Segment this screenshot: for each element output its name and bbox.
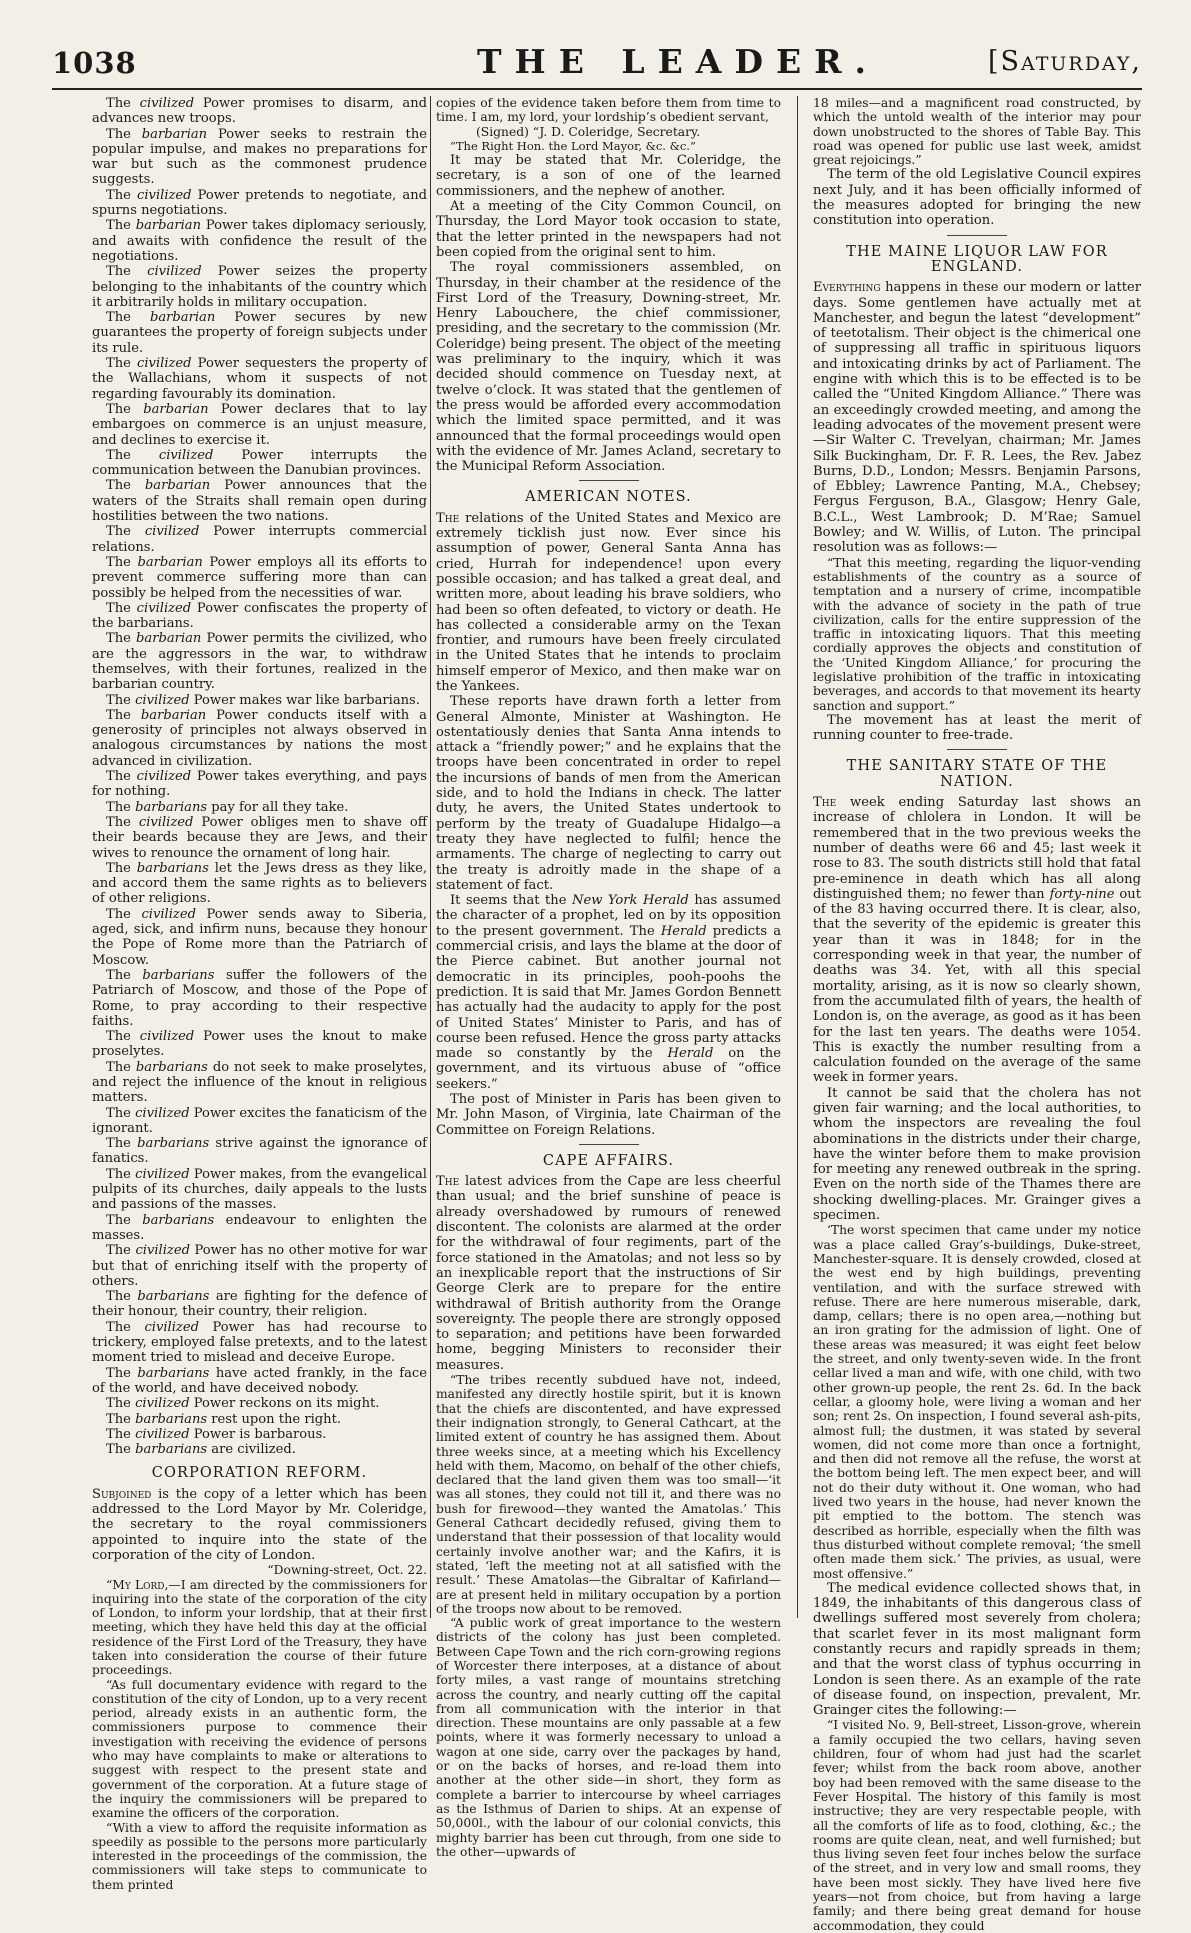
paragraph: At a meeting of the City Common Council, on Thursday, the Lord Mayor took occasion to state, that the letter printed in the newspapers had not been copied from the original sent to him. — [436, 199, 781, 260]
paragraph: The royal commissioners assembled, on Thursday, in their chamber at the residence of the First Lord of the Treasury, Downing-street, Mr. Henry Labouchere, the chief commissioner, presiding, and the secretary to the commission (Mr. Coleridge) being present. The object of the meeting was preliminary to the inquiry, which it was decided should commence on Tuesday next, at twelve o’clock. It was stated that the gentlemen of the press would be afforded every accommodation which the limited space permitted, and it was announced that the formal proceedings would open with the evidence of Mr. James Acland, secretary to the Municipal Reform Association. — [436, 260, 781, 475]
contrast-item: The civilized Power interrupts the communication between the Danubian provinces. — [92, 447, 427, 479]
section-heading-cape-affairs: CAPE AFFAIRS. — [542, 1152, 675, 1169]
contrast-item: The civilized Power makes, from the evangelical pulpits of its churches, daily appeals to the lusts and passions of the masses. — [92, 1166, 427, 1213]
contrast-item: The civilized Power promises to disarm, and advances new troops. — [92, 96, 428, 127]
contrast-item: The barbarian Power seeks to restrain the popular impulse, and makes no preparations for war but such as the commonest prudence suggests. — [92, 126, 428, 188]
letter-addressee: “The Right Hon. the Lord Mayor, &c. &c.” — [450, 138, 696, 153]
contrast-item: The civilized Power confiscates the property of the barbarians. — [92, 600, 427, 632]
column-divider — [430, 96, 431, 1618]
letter-paragraph: “As full documentary evidence with regard to the constitution of the city of London, up to a very recent period, already exists in an authentic form, the commissioners purpose to commence their investigation with receiving the evidence of persons who may have complaints to make or alterations to suggest with respect to the present state and government of the corporation. At a future stage of the inquiry the commissioners will be prepared to examine the officers of the corporation. — [92, 1677, 427, 1821]
paragraph: The week ending Saturday last shows an increase of chlolera in London. It will be remembered that in the two previous weeks the number of deaths were 66 and 45; last week it rose to 83. The south districts still hold that fatal pre-eminence in death which has all along distinguished them; no fewer than forty-nine out of the 83 having occurred there. It is clear, also, that the severity of the epidemic is greater this year than it was in 1848; for in the corresponding week in that year, the number of deaths was 34. Yet, with all this special mortality, arising, as it is now so clearly shown, from the accumulated filth of years, the health of London is, on the average, as good as it has been for the last ten years. The deaths were 1054. This is exactly the number resulting from a calculation founded on the average of the same week in former years. — [813, 795, 1141, 1086]
contrast-item: The barbarians endeavour to enlighten the masses. — [92, 1212, 427, 1243]
contrast-item: The civilized Power sequesters the property of the Wallachians, whom it suspects of not regarding favourably its domination. — [92, 356, 427, 402]
section-heading-corporation-reform: CORPORATION REFORM. — [151, 1465, 368, 1482]
paragraph: The relations of the United States and Mexico are extremely ticklish just now. Ever since his assumption of power, General Santa Anna has cried, Hurrah for independence! upon every possible occasion; and has talked a great deal, and written more, about leading his brave soldiers, who had been so often defeated, to victory or death. He has collected a considerable army on the Texan frontier, and rumours have been freely circulated in the United States that he intends to proclaim himself emperor of Mexico, and then make war on the Yankees. — [436, 510, 781, 694]
contrast-item: The barbarians pay for all they take. — [106, 799, 349, 815]
paragraph: Everything happens in these our modern or latter days. Some gentlemen have actually met at Manchester, and begun the latest “development” of teetotalism. Their object is the chimerical one of suppressing all traffic in spirituous liquors and intoxicating drinks by act of Parliament. The engine with which this is to be effected is to be called the “United Kingdom Alliance.” There was an exceedingly crowded meeting, and among the leading advocates of the movement present were—Sir Walter C. Trevelyan, chairman; Mr. James Silk Buckingham, Dr. F. R. Lees, the Rev. Jabez Burns, D.D., London; Messrs. Benjamin Parsons, of Ebbley; Lawrence Panting, M.A., Chebsey; Fergus Ferguson, B.A., Glasgow; Henry Gale, B.C.L., West Lambrook; D. M’Rae; Samuel Bowley; and W. Willis, of Luton. The principal resolution was as follows:— — [813, 280, 1141, 556]
letter-paragraph: “With a view to afford the requisite information as speedily as possible to the persons more particularly interested in the proceedings of the commission, the commissioners will take steps to communicate to them printed — [92, 1820, 427, 1892]
lead-word: Subjoined — [92, 1486, 152, 1502]
paragraph: The term of the old Legislative Council expires next July, and it has been officially informed of the measures adopted for bringing the new constitution into operation. — [813, 167, 1141, 229]
letter-signature: (Signed) “J. D. Coleridge, Secretary. — [476, 124, 701, 139]
contrast-item: The barbarians are civilized. — [106, 1442, 296, 1458]
contrast-item: The barbarians have acted frankly, in the face of the world, and have deceived nobody. — [92, 1365, 428, 1396]
column-2 — [436, 96, 781, 1859]
contrast-item: The barbarians rest upon the right. — [106, 1411, 342, 1427]
page-header — [52, 38, 1142, 90]
contrast-item: The barbarian Power announces that the waters of the Straits shall remain open during hostilities between the two nations. — [92, 478, 427, 525]
contrast-item: The barbarian Power employs all its efforts to prevent commerce suffering more than can possibly be helped from the necessities of war. — [92, 554, 427, 601]
letter-dateline: “Downing-street, Oct. 22. — [267, 1563, 427, 1578]
contrast-item: The civilized Power takes everything, and pays for nothing. — [92, 769, 428, 800]
contrast-item: The barbarians strive against the ignorance of fanatics. — [92, 1136, 428, 1167]
paragraph: It seems that the New York Herald has assumed the character of a prophet, led on by its opposition to the present government. The Herald predicts a commercial crisis, and lays the blame at the door of the Pierce cabinet. But another journal not democratic in its principles, pooh-poohs the prediction. It is said that Mr. James Gordon Bennett has actually had the audacity to apply for the post of United States’ Minister to Paris, and has of course been refused. Hence the gross party attacks made so constantly by the Herald on the government, and its virtuous abuse of “office seekers.” — [436, 893, 781, 1092]
section-rule — [579, 1144, 639, 1145]
section-rule — [579, 480, 639, 481]
contrast-item: The barbarian Power declares that to lay embargoes on commerce is an unjust measure, and declines to exercise it. — [92, 401, 427, 448]
section-rule — [947, 749, 1007, 750]
paragraph: These reports have drawn forth a letter from General Almonte, Minister at Washington. He ostentatiously denies that Santa Anna intends to attack a “friendly power;” and he explains that the troops have been concentrated in order to repel the incursions of bands of men from the American side, and to hold the Indians in check. The latter duty, he avers, the United States undertook to perform by the treaty of Guadalupe Hidalgo—a treaty they have neglected to fulfil; hence the armaments. The charge of neglecting to carry out the treaty is adroitly made in the shape of a statement of fact. — [436, 694, 781, 893]
contrast-item: The barbarian Power conducts itself with a generosity of principles not always observed in analogous circumstances by nations the most advanced in civilization. — [92, 707, 427, 769]
section-heading-sanitary-state: THE SANITARY STATE OF THE NATION. — [846, 758, 1108, 790]
paragraph: Subjoined is the copy of a letter which has been addressed to the Lord Mayor by Mr. Coleridge, the secretary to the royal commissioners appointed to inquire into the state of the corporation of the city of London. — [92, 1486, 427, 1563]
contrast-item: The barbarians suffer the followers of the Patriarch of Moscow, and those of the Pope of Rome, to pray according to their respective faiths. — [92, 967, 427, 1029]
quoted-paragraph: “I visited No. 9, Bell-street, Lisson-grove, wherein a family occupied the two cellars, having seven children, four of whom had just had the scarlet fever; whilst from the back room above, another boy had been removed with the same disease to the Fever Hospital. The history of this family is most instructive; they are very respectable people, with all the comforts of life as to food, clothing, &c.; the rooms are quite clean, neat, and well furnished; but thus living seven feet four inches below the surface of the street, and in very low and small rooms, they have been most sickly. They have lived here five years—not from choice, but from having a large family; and there being great demand for house accommodation, they could — [813, 1718, 1141, 1933]
contrast-item: The civilized Power uses the knout to make proselytes. — [92, 1029, 427, 1060]
contrast-item: The civilized Power pretends to negotiate, and spurns negotiations. — [92, 187, 428, 219]
contrast-item: The civilized Power has no other motive for war but that of enriching itself with the property of others. — [92, 1243, 427, 1289]
letter-paragraph: copies of the evidence taken before them from time to time. I am, my lord, your lordship’s obedient servant, — [436, 96, 781, 125]
quoted-paragraph: ‘The worst specimen that came under my notice was a place called Gray’s-buildings, Duke-street, Manchester-square. It is densely crowded, closed at the west end by high buildings, preventing ventilation, and with the surface strewed with refuse. There are here numerous miserable, dark, damp, cellars; there is no open area,—nothing but an iron grating for the admission of light. One of these areas was measured; it was eight feet below the street, and only twenty-seven wide. In the front cellar lived a man and wife, with one child, with two other grown-up people, the rent 2s. 6d. In the back cellar, a gloomy hole, were living a woman and her son; rent 2s. On inspection, I found several ash-pits, almost full; the dustmen, it was stated by several women, did not come more than once a fortnight, and then did not remove all the refuse, the worst at the bottom being left. The men expect beer, and will not do their duty without it. One woman, who had lived two years in the house, had never known the pit emptied to the bottom. The stench was described as horrible, especially when the filth was thus disturbed without complete removal; ‘the smell often made them sick.’ The privies, as usual, were most offensive.” — [813, 1223, 1141, 1581]
quoted-paragraph: “A public work of great importance to the western districts of the colony has just been completed. Between Cape Town and the rich corn-growing regions of Worcester there interposes, at a distance of about forty miles, a vast range of mountains stretching across the country, and nearly cutting off the capital from all communication with the interior in that direction. These mountains are only passable at a few points, where it was formerly necessary to unload a wagon at one side, carry over the packages by hand, or on the backs of horses, and re-load them into another at the other side—in short, they form as complete a barrier to intercourse by wheel carriages as the Isthmus of Darien to ships. At an expense of 50,000l., with the labour of our colonial convicts, this mighty barrier has been cut through, from one side to the other—upwards of — [436, 1616, 781, 1859]
paragraph: The post of Minister in Paris has been given to Mr. John Mason, of Virginia, late Chairman of the Committee on Foreign Relations. — [436, 1092, 781, 1138]
column-divider — [797, 96, 798, 1618]
contrast-item: The civilized Power excites the fanaticism of the ignorant. — [92, 1105, 427, 1136]
contrast-item: The barbarian Power permits the civilized, who are the aggressors in the war, to withdraw themselves, with their fortunes, realized in the barbarian country. — [92, 631, 427, 693]
paragraph: It may be stated that Mr. Coleridge, the secretary, is a son of one of the learned commissioners, and the nephew of another. — [436, 153, 781, 199]
contrast-list — [92, 96, 427, 1457]
contrast-item: The civilized Power obliges men to shave off their beards because they are Jews, and their wives to renounce the ornament of long hair. — [92, 814, 428, 861]
quoted-paragraph: “The tribes recently subdued have not, indeed, manifested any directly hostile spirit, but it is known that the chiefs are discontented, and have expressed their indignation strongly, to General Cathcart, at the limited extent of country he has assigned them. About three weeks since, at a meeting which his Excellency held with them, Macomo, on behalf of the other chiefs, declared that the land given them was too small—‘it was all stones, they could not till it, and there was no bush for firewood—they wanted the Amatolas.’ This General Cathcart decidedly refused, giving them to understand that their possession of that locality would certainly involve another war; and the Kafirs, it is stated, ‘left the meeting not at all satisfied with the result.’ These Amatolas—the Gibraltar of Kafirland—are at present held in military occupation by a portion of the troops now about to be removed. — [436, 1373, 781, 1616]
section-rule — [947, 235, 1007, 236]
contrast-item: The barbarians are fighting for the defence of their honour, their country, their religion. — [92, 1289, 427, 1320]
contrast-item: The civilized Power has had recourse to trickery, employed false pretexts, and to the latest moment tried to mislead and deceive Europe. — [92, 1319, 427, 1366]
column-1 — [92, 96, 428, 1892]
contrast-item: The barbarian Power secures by new guarantees the property of foreign subjects under its rule. — [92, 310, 427, 356]
section-heading-maine-liquor-law: THE MAINE LIQUOR LAW FOR ENGLAND. — [846, 243, 1108, 275]
paragraph: It cannot be said that the cholera has not given fair warning; and the local authorities, to whom the inspectors are revealing the foul abominations in the districts under their charge, have the winter before them to make provision for meeting any renewed outbreak in the spring. Even on the north side of the Thames there are shocking dwelling-places. Mr. Grainger gives a specimen. — [813, 1085, 1141, 1224]
header-rule — [52, 88, 1142, 90]
quoted-paragraph: 18 miles—and a magnificent road constructed, by which the untold wealth of the interior may pour down unobstructed to the shores of Table Bay. This road was opened for public use last week, amidst great rejoicings.” — [813, 96, 1141, 168]
contrast-item: The civilized Power interrupts commercial relations. — [92, 524, 428, 555]
contrast-item: The civilized Power makes war like barbarians. — [106, 692, 420, 708]
contrast-item: The civilized Power sends away to Siberia, aged, sick, and infirm nuns, because they honour the Pope of Rome more than the Patriarch of Moscow. — [92, 906, 427, 968]
issue-day: [Saturday, — [987, 46, 1142, 77]
contrast-item: The civilized Power reckons on its might. — [106, 1396, 380, 1412]
contrast-item: The civilized Power seizes the property belonging to the inhabitants of the country which it arbitrarily holds in military occupation. — [92, 264, 428, 310]
section-heading-american-notes: AMERICAN NOTES. — [525, 489, 692, 506]
contrast-item: The barbarian Power takes diplomacy seriously, and awaits with confidence the result of the negotiations. — [92, 218, 428, 264]
contrast-item: The barbarians let the Jews dress as they like, and accord them the same rights as to believers of other religions. — [92, 860, 427, 907]
letter-paragraph: “My Lord,—I am directed by the commissioners for inquiring into the state of the corporation of the city of London, to inform your lordship, that at their first meeting, which they have held this day at the official residence of the First Lord of the Treasury, they have taken into consideration the course of their future proceedings. — [92, 1577, 427, 1678]
paragraph: The movement has at least the merit of running counter to free-trade. — [813, 712, 1141, 744]
paragraph: The medical evidence collected shows that, in 1849, the inhabitants of this dangerous class of dwellings suffered most severely from cholera; that scarlet fever in its most malignant form constantly recurs and rapidly spreads in them; and that the worst class of typhus occurring in London is seen there. As an example of the rate of disease found, on inspection, prevalent, Mr. Grainger cites the following:— — [813, 1580, 1141, 1719]
paragraph: The latest advices from the Cape are less cheerful than usual; and the brief sunshine of peace is already overshadowed by rumours of renewed discontent. The colonists are alarmed at the order for the withdrawal of four regiments, part of the force stationed in the Amatolas; and not less so by an inexplicable report that the instructions of Sir George Clerk are to prepare for the entire withdrawal of British authority from the Orange sovereignty. The people there are strongly opposed to separation; and petitions have been forwarded home, begging Ministers to reconsider their measures. — [436, 1174, 781, 1373]
contrast-item: The civilized Power is barbarous. — [106, 1426, 327, 1442]
column-3 — [813, 96, 1141, 1933]
masthead: THE LEADER. — [477, 42, 880, 81]
contrast-item: The barbarians do not seek to make proselytes, and reject the influence of the knout in religious matters. — [92, 1059, 428, 1106]
page-number: 1038 — [52, 46, 137, 80]
quoted-resolution: “That this meeting, regarding the liquor-vending establishments of the country as a source of temptation and a nursery of crime, incompatible with the advance of society in the path of true civilization, calls for the entire suppression of the traffic in intoxicating liquors. That this meeting cordially approves the objects and constitution of the ‘United Kingdom Alliance,’ for procuring the legislative prohibition of the traffic in intoxicating beverages, and accords to that movement its hearty sanction and support.” — [813, 555, 1141, 713]
